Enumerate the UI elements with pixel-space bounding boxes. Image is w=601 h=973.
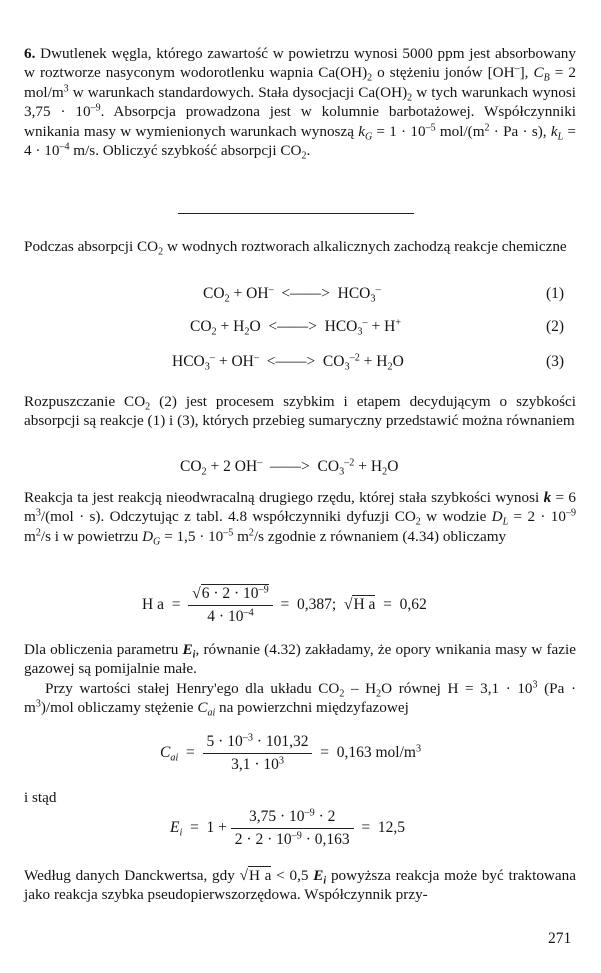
overall-reaction: $CO_2 + 2$ OH– ——> $CO_3^{-2} + H_2O$ bbox=[180, 457, 399, 478]
reaction-1-number: (1) bbox=[546, 285, 565, 302]
ei-equation: $E_i = 1$ + $\frac{3,75 \cdot 10^{-9} \cdot 2}{2 \cdot 2 \cdot 10^{-9} \cdot 0,163}$ = 12,5 bbox=[170, 807, 406, 848]
i-stad-text: i stąd bbox=[24, 789, 57, 806]
danckwerts-paragraph: Według danych Danckwertsa, gdy √H a < 0,5 $E_i$ powyższa reakcja może być traktowana jako reakcja szybka pseudopierwszorzędowa. Współczynnik przy- bbox=[24, 867, 576, 904]
reaction-3: $HCO_3^- + OH^-$ <——> $CO_3^{-2} + H_2O$ bbox=[172, 352, 404, 373]
reaction-3-number: (3) bbox=[546, 353, 565, 370]
dissolution-paragraph: Rozpuszczanie $CO_2$ (2) jest procesem szybkim i etapem decydującym o szybkości absorpcji są reakcje (1) i (3), których przebieg sumaryczny przedstawić można równaniem bbox=[24, 393, 577, 430]
solution-intro: Podczas absorpcji $CO_2$ w wodnych roztworach alkalicznych zachodzą reakcje chemiczne bbox=[24, 238, 567, 258]
reaction-rate-paragraph: Reakcja ta jest reakcją nieodwracalną drugiego rzędu, której stała szybkości wynosi k = 6 $m^3/(mol \cdot s)$. Odczytując z tabl. 4.8 współczynniki dyfuzji $CO_2$ w wodzie $D_L = 2 \cdot 10^{-9}$ $m^2/s$ i w powietrzu $D_G = 1,5 \cdot 10^{-5}$ $m^2/s$ zgodnie z równaniem (4.34) obliczamy bbox=[24, 489, 577, 548]
reaction-1: $CO_2 + OH^-$ <——> $HCO_3^-$ bbox=[203, 284, 381, 305]
hatta-equation: H a = $\frac{√6 \cdot 2 \cdot 10^{-9}}{4 \cdot 10^{-4}}$ = 0,387; √H a = 0,62 bbox=[142, 584, 427, 625]
ei-paragraph: Dla obliczenia parametru $E_i$, równanie (4.32) zakładamy, że opory wnikania masy w fazie gazowej są pomijalnie małe. bbox=[24, 641, 577, 678]
problem-statement: 6. Dwutlenek węgla, którego zawartość w powietrzu wynosi 5000 ppm jest absorbowany w roztworze nasyconym wodorotlenku wapnia $Ca(OH)_2$ o stężeniu jonów [OH–], $C_B = 2$ mol/$m^3$ w warunkach standardowych. Stała dysocjacji $Ca(OH)_2$ w tych warunkach wynosi $3,75 \cdot 10^{-9}$. Absorpcja prowadzona jest w kolumnie barbotażowej. Współczynniki wnikania masy w wymienionych warunkach wynoszą $k_G = 1 \cdot 10^{-5}$ mol/$(m^2 \cdot Pa \cdot s)$, $k_L = 4 \cdot 10^{-4}$ m/s. Obliczyć szybkość absorpcji $CO_2$. bbox=[24, 45, 577, 162]
reaction-2: $CO_2 + H_2O$ <——> $HCO_3^- + H^+$ bbox=[190, 317, 402, 338]
page-number: 271 bbox=[548, 930, 572, 947]
reaction-2-number: (2) bbox=[546, 318, 565, 335]
section-divider bbox=[178, 213, 414, 214]
cai-equation: $C_{ai}$ = $\frac{5 \cdot 10^{-3} \cdot 101,32}{3,1 \cdot 10^3}$ = 0,163 mol/$m^3$ bbox=[160, 732, 422, 773]
problem-number: 6. bbox=[24, 45, 36, 62]
henry-paragraph: Przy wartości stałej Henry'ego dla układu $CO_2 - H_2O$ równej $H = 3,1 \cdot 10^3$ $(Pa \cdot m^3)$/mol obliczamy stężenie $C_{ai}$ na powierzchni międzyfazowej bbox=[24, 679, 577, 719]
